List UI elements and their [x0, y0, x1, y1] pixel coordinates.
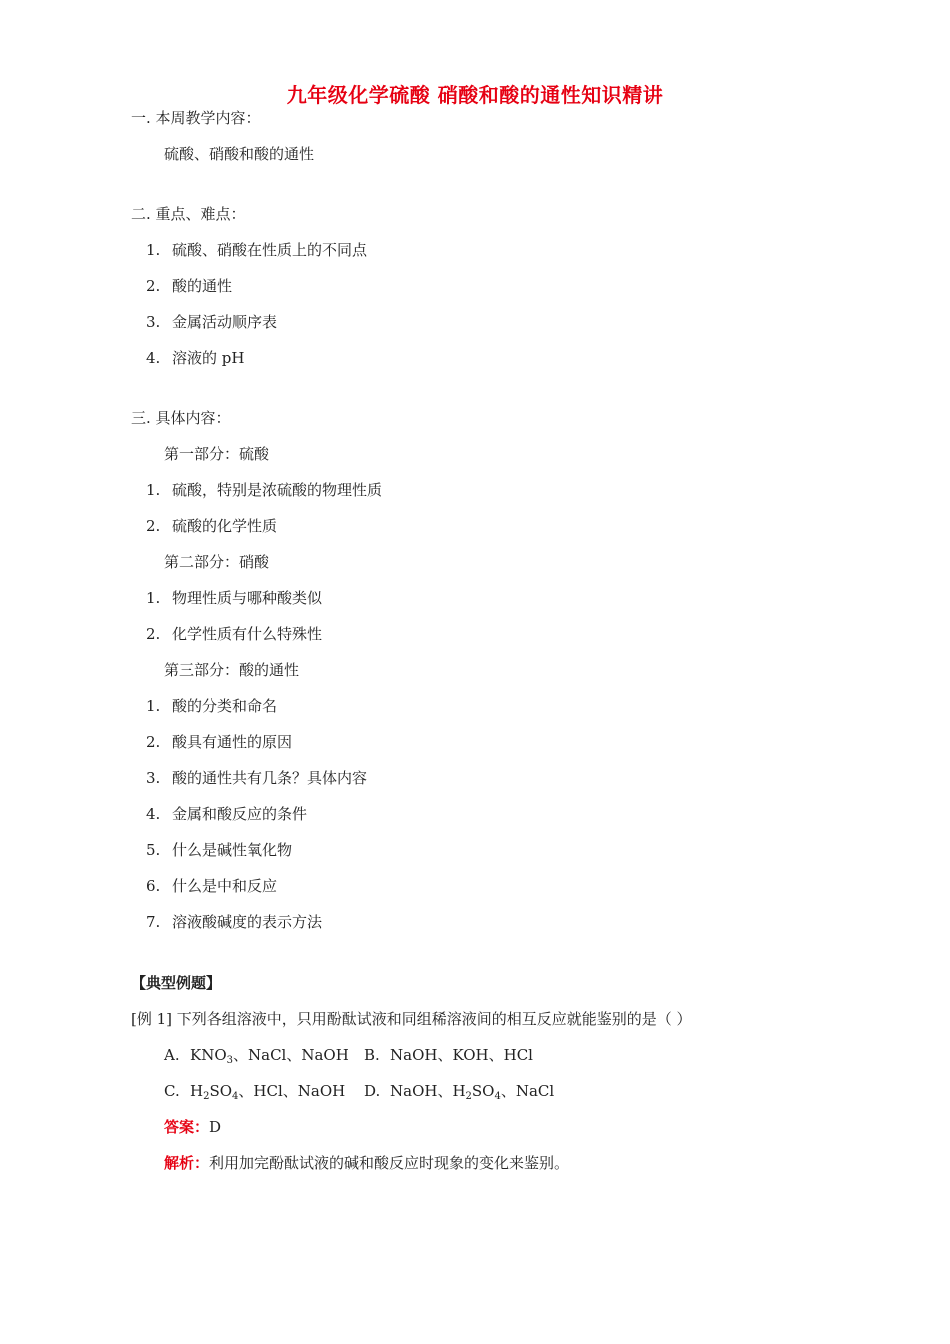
section-1-heading: 一. 本周教学内容： [131, 109, 261, 127]
subscript: 4 [232, 1091, 239, 1102]
options-row-cd [164, 1080, 564, 1102]
list-text: 酸的分类和命名 [172, 697, 278, 715]
list-number: 3. [146, 313, 161, 331]
list-number: 3. [146, 769, 161, 787]
part-2-title: 第二部分：硝酸 [164, 553, 270, 571]
list-item [146, 803, 307, 825]
list-number: 2. [146, 733, 161, 751]
list-item [146, 695, 277, 717]
answer-value: D [209, 1118, 222, 1136]
example-1-question: [例 1] 下列各组溶液中，只用酚酞试液和同组稀溶液间的相互反应就能鉴别的是（ ） [131, 1010, 692, 1028]
option-d-text: SO [471, 1082, 495, 1100]
analysis-text: 利用加完酚酞试液的碱和酸反应时现象的变化来鉴别。 [209, 1154, 570, 1172]
section-3-heading: 三. 具体内容： [131, 409, 231, 427]
list-item [146, 275, 232, 297]
options-row-ab [164, 1044, 564, 1066]
subscript: 4 [494, 1091, 501, 1102]
list-item [146, 911, 322, 933]
list-text: 溶液酸碱度的表示方法 [172, 913, 323, 931]
list-text: 物理性质与哪种酸类似 [172, 589, 323, 607]
list-item [146, 875, 277, 897]
list-item [146, 731, 292, 753]
option-a [164, 1046, 349, 1064]
option-c-text: SO [209, 1082, 233, 1100]
option-a-label: A. [164, 1046, 180, 1064]
answer-label: 答案： [164, 1118, 210, 1136]
section-1-content: 硫酸、硝酸和酸的通性 [164, 145, 315, 163]
option-c [164, 1082, 345, 1100]
list-number: 1. [146, 481, 161, 499]
list-number: 4. [146, 349, 161, 367]
list-text: 化学性质有什么特殊性 [172, 625, 323, 643]
list-text: 酸具有通性的原因 [172, 733, 293, 751]
list-item [146, 515, 277, 537]
list-number: 7. [146, 913, 161, 931]
list-text: 溶液的 pH [172, 349, 245, 367]
list-item [146, 479, 382, 501]
subscript: 3 [226, 1055, 234, 1066]
option-c-label: C. [164, 1082, 180, 1100]
list-item [146, 347, 244, 369]
list-text: 硫酸、硝酸在性质上的不同点 [172, 241, 368, 259]
list-number: 1. [146, 589, 161, 607]
list-text: 什么是碱性氧化物 [172, 841, 293, 859]
answer-line [164, 1116, 221, 1138]
option-b-text: NaOH、KOH、HCl [390, 1046, 533, 1064]
list-item [146, 839, 292, 861]
option-c-text: 、HCl、NaOH [238, 1082, 346, 1100]
subscript: 2 [203, 1091, 210, 1102]
list-number: 2. [146, 517, 161, 535]
option-d-label: D. [364, 1082, 381, 1100]
option-c-text: H [190, 1082, 204, 1100]
option-b [364, 1044, 533, 1066]
list-number: 5. [146, 841, 161, 859]
option-a-text: 、NaCl、NaOH [233, 1046, 349, 1064]
option-d-text: 、NaCl [500, 1082, 555, 1100]
section-2-heading: 二. 重点、难点： [131, 205, 246, 223]
list-number: 6. [146, 877, 161, 895]
list-number: 2. [146, 625, 161, 643]
part-3-title: 第三部分：酸的通性 [164, 661, 300, 679]
list-item [146, 767, 367, 789]
list-item [146, 587, 322, 609]
option-b-label: B. [364, 1046, 380, 1064]
list-text: 什么是中和反应 [172, 877, 278, 895]
list-item [146, 311, 277, 333]
examples-heading: 【典型例题】 [131, 974, 222, 992]
list-number: 1. [146, 697, 161, 715]
list-item [146, 239, 367, 261]
option-d-text: NaOH、H [390, 1082, 466, 1100]
part-1-title: 第一部分：硫酸 [164, 445, 270, 463]
list-number: 1. [146, 241, 161, 259]
list-text: 酸的通性共有几条？具体内容 [172, 769, 368, 787]
list-item [146, 623, 322, 645]
option-d [364, 1080, 554, 1102]
subscript: 2 [465, 1091, 472, 1102]
list-text: 硫酸，特别是浓硫酸的物理性质 [172, 481, 383, 499]
list-number: 4. [146, 805, 161, 823]
document-title: 九年级化学硫酸 硝酸和酸的通性知识精讲 [286, 83, 664, 107]
list-text: 酸的通性 [172, 277, 233, 295]
list-text: 金属活动顺序表 [172, 313, 278, 331]
analysis-label: 解析： [164, 1154, 210, 1172]
option-a-text: KNO [190, 1046, 227, 1064]
list-text: 硫酸的化学性质 [172, 517, 278, 535]
list-text: 金属和酸反应的条件 [172, 805, 308, 823]
list-number: 2. [146, 277, 161, 295]
analysis-line [164, 1152, 569, 1174]
